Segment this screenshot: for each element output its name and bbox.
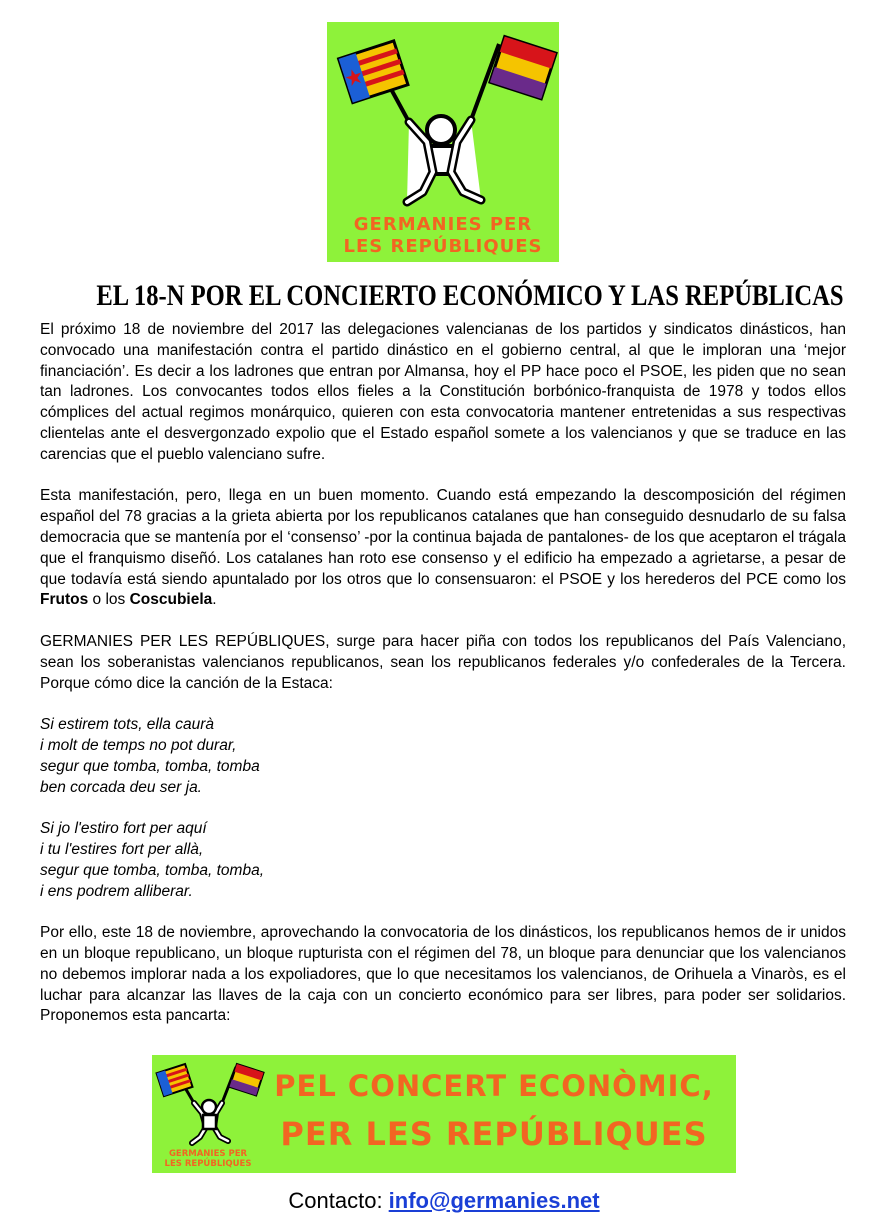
- page-title: EL 18-N POR EL CONCIERTO ECONÓMICO Y LAS REPÚBLICAS: [96, 279, 844, 312]
- banner-image: [152, 1055, 736, 1173]
- logo-line-2: LES REPÚBLIQUES: [343, 236, 543, 257]
- paragraph-3: GERMANIES PER LES REPÚBLIQUES, surge para hacer piña con todos los republicanos del País Valenciano, sean los soberanistas valencianos republicanos, sean los republicanos federales y/o confederales de la Tercera. Porque cómo dice la canción de la Estaca:: [40, 632, 846, 692]
- verse-line: ben corcada deu ser ja.: [40, 778, 202, 796]
- verse-2: [40, 819, 846, 902]
- banner-line-1: PEL CONCERT ECONÒMIC,: [274, 1069, 714, 1103]
- article-body: [40, 320, 846, 1027]
- banner-logo-line-2: LES REPÚBLIQUES: [164, 1159, 252, 1169]
- contact-label: Contacto:: [288, 1188, 389, 1213]
- bold-coscubiela: Coscubiela: [129, 591, 213, 609]
- verse-line: i ens podrem alliberar.: [40, 882, 193, 900]
- verse-line: segur que tomba, tomba, tomba: [40, 757, 260, 775]
- logo: [327, 22, 559, 262]
- paragraph-2: [40, 486, 846, 611]
- contact-email-link[interactable]: info@germanies.net: [388, 1188, 600, 1213]
- verse-1: [40, 715, 846, 798]
- verse-line: i tu l'estires fort per allà,: [40, 840, 204, 858]
- bold-frutos: Frutos: [40, 591, 89, 609]
- logo-line-1: GERMANIES PER: [353, 214, 533, 235]
- verse-line: i molt de temps no pot durar,: [40, 736, 237, 754]
- paragraph-2-end: .: [212, 591, 217, 609]
- paragraph-2-mid: o los: [88, 591, 130, 609]
- banner-line-2: PER LES REPÚBLIQUES: [280, 1115, 708, 1153]
- banner-logo-line-1: GERMANIES PER: [168, 1149, 248, 1159]
- paragraph-4: Por ello, este 18 de noviembre, aprovechando la convocatoria de los dinásticos, los republicanos hemos de ir unidos en un bloque republicano, un bloque rupturista con el régimen del 78, un bloque para denunciar que los valencianos no debemos implorar nada a los expoliadores, que lo que necesitamos los valencianos, de Orihuela a Vinaròs, es el luchar para alcanzar las llaves de la caja con un concierto económico para ser libres, para poder ser solidarios. Proponemos esta pancarta:: [40, 924, 846, 1025]
- paragraph-1: El próximo 18 de noviembre del 2017 las delegaciones valencianas de los partidos y sindicatos dinásticos, han convocado una manifestación contra el partido dinástico en el gobierno central, al que le imploran una ‘mejor financiación’. Es decir a los ladrones que entran por Almansa, hoy el PP hace poco el PSOE, les piden que no sean tan ladrones. Los convocantes todos ellos fieles a la Constitución borbónico-franquista de 1978 y todos ellos cómplices del actual regimos monárquico, quieren con esta convocatoria mantener entretenidas a sus respectivas clientelas ante el desvergonzado expolio que el Estado español somete a los valencianos y que se traduce en las carencias que el pueblo valenciano sufre.: [40, 321, 846, 463]
- paragraph-2-text: Esta manifestación, pero, llega en un buen momento. Cuando está empezando la descomposición del régimen español del 78 gracias a la grieta abierta por los republicanos catalanes que han conseguido desnudarlo de su falsa democracia que se mantenía por el ‘consenso’ -por la continua bajada de pantalones- de los que aceptaron el trágala que el franquismo diseñó. Los catalanes han roto ese consenso y el edificio ha empezado a agrietarse, a pesar de que todavía está siendo apuntalado por los otros que lo consensuaron: el PSOE y los herederos del PCE como los: [40, 487, 846, 588]
- verse-line: Si estirem tots, ella caurà: [40, 716, 215, 734]
- contact-line: [0, 1186, 888, 1216]
- verse-line: segur que tomba, tomba, tomba,: [40, 861, 265, 879]
- verse-line: Si jo l'estiro fort per aquí: [40, 820, 207, 838]
